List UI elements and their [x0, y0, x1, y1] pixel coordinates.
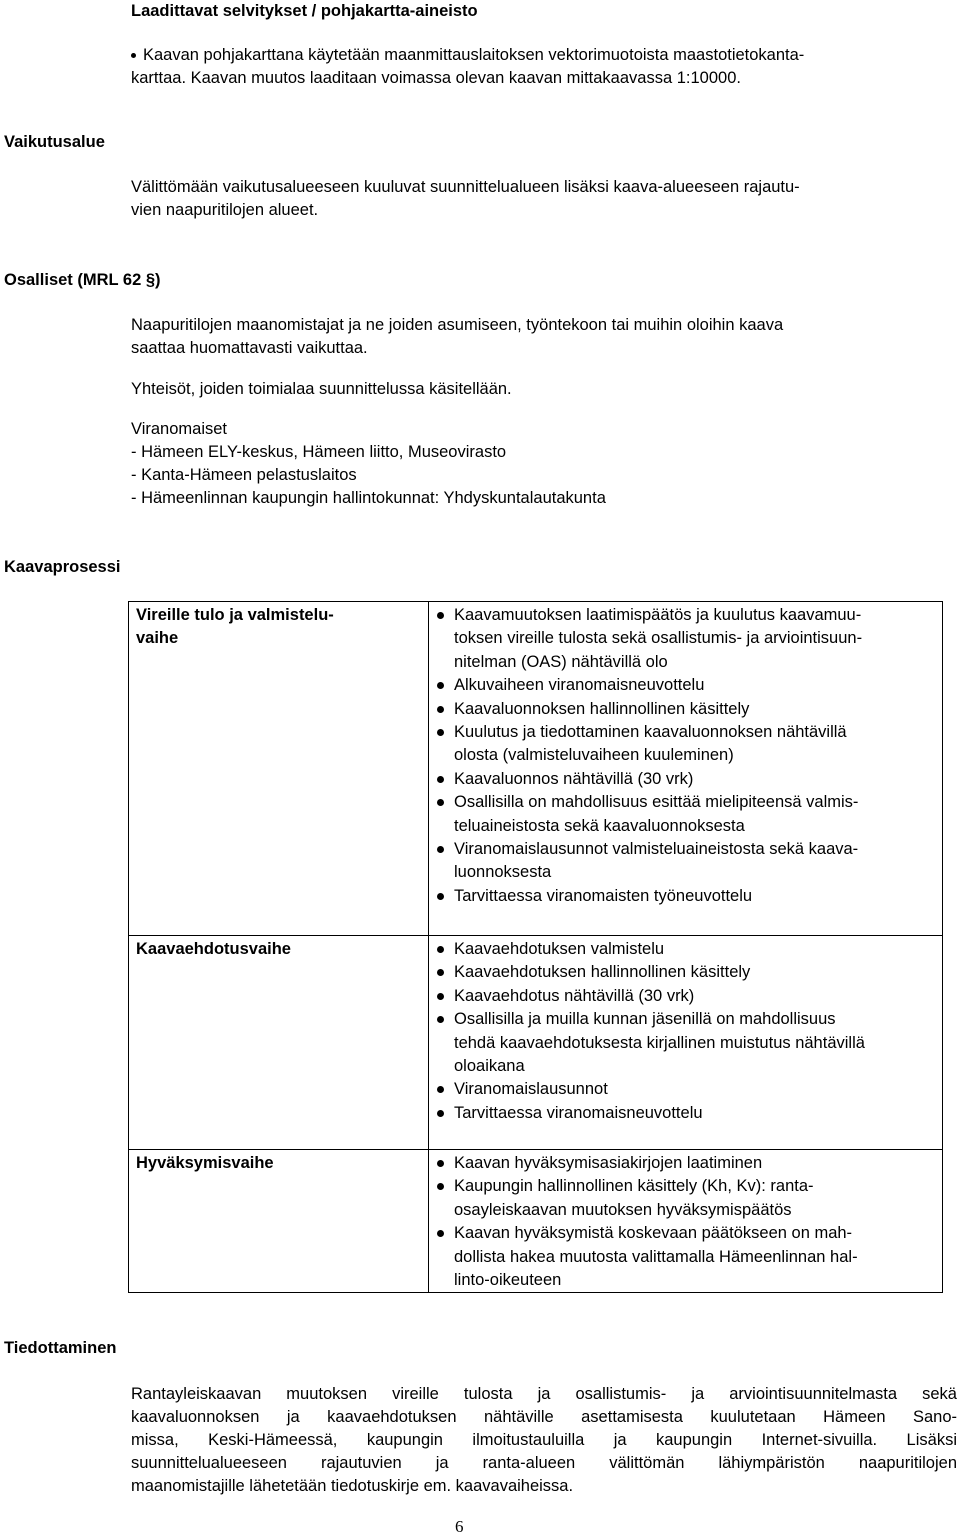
text-line: dollista hakea muutosta valittamalla Hämeenlinnan hal-: [454, 1247, 858, 1266]
text-line: toksen vireille tulosta sekä osallistumis- ja arviointisuun-: [454, 629, 863, 648]
text-line: Osallisilla ja muilla kunnan jäsenillä on mahdollisuus: [454, 1010, 836, 1029]
section-heading-selvitykset: Laadittavat selvitykset / pohjakartta-aineisto: [131, 2, 478, 20]
list-item: [437, 698, 936, 721]
text-line: Kaavaluonnos nähtävillä (30 vrk): [454, 769, 694, 788]
osalliset-para1: [131, 314, 931, 360]
text-line: osayleiskaavan muutoksen hyväksymispäätös: [454, 1200, 792, 1219]
text-line: - Hämeenlinnan kaupungin hallintokunnat: Yhdyskuntalautakunta: [131, 489, 606, 507]
table-row: [129, 1150, 943, 1293]
table-row: [129, 602, 943, 936]
list-item: [437, 674, 936, 697]
task-list: [437, 1152, 936, 1292]
section-heading-tiedottaminen: Tiedottaminen: [4, 1339, 117, 1357]
text-line: Kaavan hyväksymistä koskevaan päätökseen on mah-: [454, 1224, 853, 1243]
phase-title: vaihe: [136, 629, 179, 647]
tasks-cell: [429, 1150, 943, 1293]
text-line: Kaavaehdotuksen hallinnollinen käsittely: [454, 963, 751, 982]
text-line: olosta (valmisteluvaiheen kuuleminen): [454, 746, 734, 765]
tasks-cell: [429, 602, 943, 936]
text-line: Kaavan pohjakarttana käytetään maanmittauslaitoksen vektorimuotoista maastotietokanta-: [143, 46, 805, 64]
text-line: - Hämeen ELY-keskus, Hämeen liitto, Museovirasto: [131, 443, 507, 461]
phase-title: Vireille tulo ja valmistelu-: [136, 606, 334, 624]
page-number: 6: [455, 1517, 464, 1536]
phase-title: Kaavaehdotusvaihe: [136, 940, 291, 958]
text-line: luonnoksesta: [454, 863, 552, 882]
text-line: linto-oikeuteen: [454, 1271, 562, 1290]
text-line: Välittömään vaikutusalueeseen kuuluvat suunnittelualueen lisäksi kaava-alueeseen rajautu-: [131, 178, 800, 196]
list-item: [437, 1222, 936, 1292]
osalliset-para2: Yhteisöt, joiden toimialaa suunnittelussa käsitellään.: [131, 380, 512, 398]
list-item: [437, 985, 936, 1008]
text-line: maanomistajille lähetetään tiedotuskirje em. kaavavaiheissa.: [131, 1477, 574, 1495]
text-line: oloaikana: [454, 1057, 525, 1076]
text-line: Tarvittaessa viranomaisten työneuvottelu: [454, 886, 753, 905]
list-item: [437, 604, 936, 674]
text-line: Viranomaislausunnot valmisteluaineistosta sekä kaava-: [454, 840, 859, 859]
section-heading-osalliset: Osalliset (MRL 62 §): [4, 271, 161, 289]
process-table: [128, 601, 943, 1293]
list-item: [437, 938, 936, 961]
phase-cell: [129, 1150, 429, 1293]
task-list: [437, 938, 936, 1125]
text-line: - Kanta-Hämeen pelastuslaitos: [131, 466, 357, 484]
phase-cell: [129, 602, 429, 936]
list-item: [437, 1008, 936, 1078]
text-line: nitelman (OAS) nähtävillä olo: [454, 652, 668, 671]
tasks-cell: [429, 936, 943, 1150]
text-line: Osallisilla on mahdollisuus esittää mielipiteensä valmis-: [454, 793, 859, 812]
text-line: Kaupungin hallinnollinen käsittely (Kh, Kv): ranta-: [454, 1177, 814, 1196]
text-line: tehdä kaavaehdotuksesta kirjallinen muistutus nähtävillä: [454, 1033, 865, 1052]
text-line: kaavaluonnoksen ja kaavaehdotuksen nähtäville asettamisesta kuulutetaan Hämeen Sano-: [131, 1408, 957, 1426]
text-line: Viranomaislausunnot: [454, 1080, 608, 1099]
task-list: [437, 604, 936, 908]
text-line: karttaa. Kaavan muutos laaditaan voimassa olevan kaavan mittakaavassa 1:10000.: [131, 69, 741, 87]
text-line: Kuulutus ja tiedottaminen kaavaluonnoksen nähtävillä: [454, 723, 847, 742]
text-line: Alkuvaiheen viranomaisneuvottelu: [454, 676, 705, 695]
tiedottaminen-text: [131, 1383, 957, 1498]
phase-title: Hyväksymisvaihe: [136, 1154, 274, 1172]
table-row: [129, 936, 943, 1150]
list-item: [437, 721, 936, 768]
text-line: Tarvittaessa viranomaisneuvottelu: [454, 1103, 703, 1122]
selvitykset-list: [131, 44, 931, 90]
list-item: [437, 768, 936, 791]
text-line: saattaa huomattavasti vaikuttaa.: [131, 339, 368, 357]
text-line: Kaavaluonnoksen hallinnollinen käsittely: [454, 699, 750, 718]
text-line: teluaineistosta sekä kaavaluonnoksesta: [454, 816, 745, 835]
text-line: Kaavamuutoksen laatimispäätös ja kuulutus kaavamuu-: [454, 606, 862, 624]
section-heading-vaikutusalue: Vaikutusalue: [4, 133, 105, 151]
vaikutusalue-text: [131, 176, 931, 222]
list-item: [131, 44, 931, 90]
viranomaiset-block: [131, 418, 931, 510]
list-item: [437, 885, 936, 908]
list-item: [437, 791, 936, 838]
list-item: [437, 838, 936, 885]
text-line: suunnittelualueeseen rajautuvien ja ranta-alueen välittömän lähiympäristön naapuritilojen: [131, 1454, 957, 1472]
section-heading-kaavaprosessi: Kaavaprosessi: [4, 558, 121, 576]
list-item: [437, 1078, 936, 1101]
text-line: Rantayleiskaavan muutoksen vireille tulosta ja osallistumis- ja arviointisuunnitelmasta sekä: [131, 1385, 957, 1403]
text-line: Kaavaehdotuksen valmistelu: [454, 940, 665, 958]
text-line: Kaavan hyväksymisasiakirjojen laatiminen: [454, 1154, 763, 1172]
text-line: Kaavaehdotus nähtävillä (30 vrk): [454, 986, 695, 1005]
list-item: [437, 961, 936, 984]
text-line: vien naapuritilojen alueet.: [131, 201, 319, 219]
list-item: [437, 1175, 936, 1222]
text-line: Naapuritilojen maanomistajat ja ne joiden asumiseen, työntekoon tai muihin oloihin kaava: [131, 316, 784, 334]
list-item: [437, 1152, 936, 1175]
list-item: [437, 1102, 936, 1125]
text-line: Viranomaiset: [131, 420, 227, 438]
text-line: missa, Keski-Hämeessä, kaupungin ilmoitustauluilla ja kaupungin Internet-sivuilla. Lisäksi: [131, 1431, 957, 1449]
phase-cell: [129, 936, 429, 1150]
